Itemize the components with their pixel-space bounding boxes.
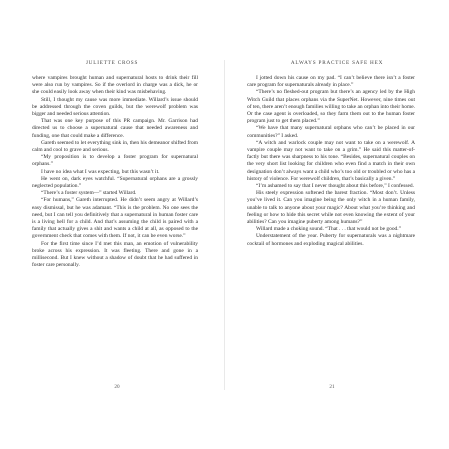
paragraph: Understatement of the year. Puberty for supernaturals was a nightmare cocktail of hormones and exploding magical abilities. xyxy=(247,233,415,247)
paragraph: He went on, dark eyes watchful. “Supernatural orphans are a grossly neglected population.” xyxy=(32,175,198,190)
paragraph: where vampires brought human and supernatural hosts to drink their fill were also run by vampires. So if the overlord in charge was a dick, he or she could easily look away when their kind was misbehaving. xyxy=(32,75,198,96)
paragraph: For the first time since I’d met this man, an emotion of vulnerability broke across his expression. It was fleeting. There and gone in a millisecond. But I knew without a shadow of doubt that he had suffered in foster care personally. xyxy=(32,240,198,269)
paragraph: “A witch and warlock couple may not want to take on a werewolf. A vampire couple may not want to take on a grim.” He said this matter-of-factly but there was sharpness to his tone. “Besides, supernatural couples on the very short list looking for children who even find a match in their own designation don’t always want a child who’s too old or troubled or who has a history of violence. For werewolf children, that’s basically a given.” xyxy=(247,139,415,182)
paragraph: “For humans,” Gareth interrupted. He didn’t seem angry at Willard’s easy dismissal, but he was adamant. “This is the problem. No one sees the need, but I can tell you definitively that a supernatural in human foster care is a living hell for a child. And that’s assuming the child is paired with a family that actually gives a shit and wants a child at all, as opposed to the government check that comes with them. If not, it can be even worse.” xyxy=(32,197,198,240)
paragraph: Still, I thought my cause was more immediate. Willard’s issue should be addressed through the coven guilds, but the werewolf problem was bigger and needed serious attention. xyxy=(32,96,198,118)
paragraph: That was one key purpose of this PR campaign. Mr. Garrison had directed us to choose a supernatural cause that needed awareness and funding, one that could make a difference. xyxy=(32,118,198,139)
page-number-right: 21 xyxy=(329,384,335,390)
paragraph: “My proposition is to develop a foster program for supernatural orphans.” xyxy=(32,154,198,168)
paragraph: “We have that many supernatural orphans who can’t be placed in our communities?” I asked. xyxy=(247,125,415,139)
running-head-right: ALWAYS PRACTICE SAFE HEX xyxy=(290,60,384,66)
paragraph: “I’m ashamed to say that I never thought about this before,” I confessed. xyxy=(256,183,414,190)
paragraph: Willard made a choking sound. “That . . . that would not be good.” xyxy=(256,226,402,233)
paragraph: “There’s a foster system—” started Willard. xyxy=(41,190,137,197)
page-number-left: 20 xyxy=(114,384,120,390)
paragraph: I have no idea what I was expecting, but this wasn’t it. xyxy=(41,168,160,175)
paragraph: I jotted down his cause on my pad. “I can’t believe there isn’t a foster care program for supernaturals already in place.” xyxy=(247,75,415,89)
body-text-left xyxy=(32,75,198,269)
paragraph: “There’s no fleshed-out program but there’s an agency led by the High Witch Guild that places orphans via the SuperNet. However, nine times out of ten, there aren’t enough families willing to take an orphan into their home. Or the case agent is overloaded, so they farm them out to the human foster program just to get them placed.” xyxy=(247,89,415,125)
body-text-right xyxy=(247,75,415,248)
paragraph: Gareth seemed to let everything sink in, then his demeanor shifted from calm and cool to grave and serious. xyxy=(32,139,198,154)
paragraph: His steely expression softened the barest fraction. “Most don’t. Unless you’ve lived it. Can you imagine being the only witch in a human family, unable to talk to anyone about your magic? About what you’re thinking and feeling or how to hide this secret while not even knowing the extent of your abilities? Can you imagine puberty among humans?” xyxy=(247,190,415,226)
left-page xyxy=(0,0,224,449)
running-head-left: JULIETTE CROSS xyxy=(85,60,139,66)
right-page xyxy=(225,0,449,449)
